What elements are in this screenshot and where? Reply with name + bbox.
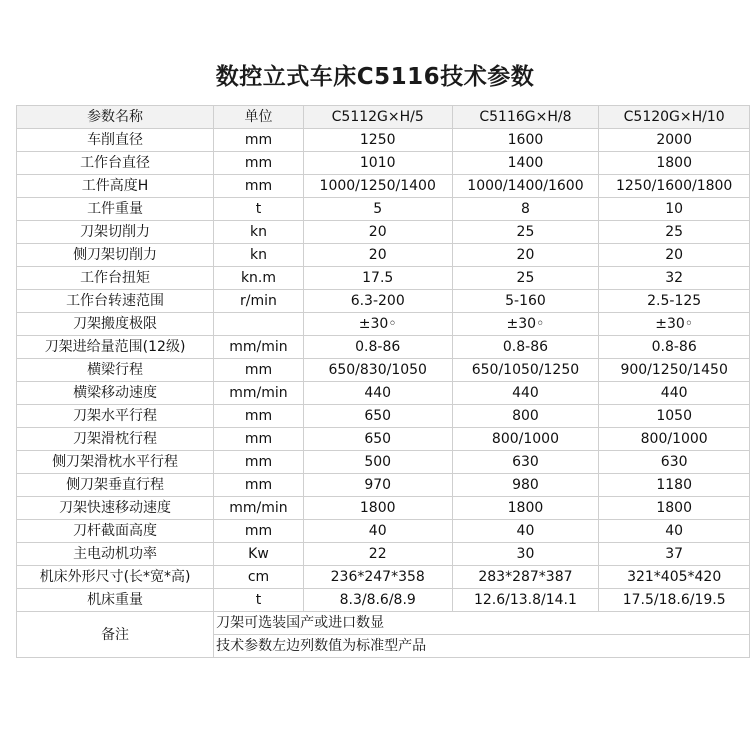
- value-cell: 900/1250/1450: [599, 359, 750, 382]
- value-cell: 40: [599, 520, 750, 543]
- value-cell: 20: [452, 244, 599, 267]
- value-cell: 25: [452, 267, 599, 290]
- value-cell: 2.5-125: [599, 290, 750, 313]
- value-cell: 5: [303, 198, 452, 221]
- value-cell: 650/1050/1250: [452, 359, 599, 382]
- column-header: 单位: [214, 106, 304, 129]
- value-cell: 283*287*387: [452, 566, 599, 589]
- unit-cell: mm: [214, 474, 304, 497]
- param-name-cell: 工件高度H: [17, 175, 214, 198]
- value-cell: 321*405*420: [599, 566, 750, 589]
- unit-cell: Kw: [214, 543, 304, 566]
- table-row: [17, 451, 750, 474]
- unit-cell: mm: [214, 428, 304, 451]
- value-cell: 236*247*358: [303, 566, 452, 589]
- value-cell: ±30◦: [452, 313, 599, 336]
- value-cell: 1180: [599, 474, 750, 497]
- value-cell: 20: [599, 244, 750, 267]
- table-row: [17, 405, 750, 428]
- param-name-cell: 工件重量: [17, 198, 214, 221]
- unit-cell: mm/min: [214, 336, 304, 359]
- value-cell: 800/1000: [599, 428, 750, 451]
- value-cell: 440: [599, 382, 750, 405]
- value-cell: 40: [452, 520, 599, 543]
- unit-cell: mm: [214, 405, 304, 428]
- value-cell: 1050: [599, 405, 750, 428]
- column-header: 参数名称: [17, 106, 214, 129]
- param-name-cell: 机床外形尺寸(长*宽*高): [17, 566, 214, 589]
- param-name-cell: 刀架滑枕行程: [17, 428, 214, 451]
- value-cell: 0.8-86: [303, 336, 452, 359]
- unit-cell: t: [214, 198, 304, 221]
- unit-cell: mm: [214, 359, 304, 382]
- table-row: [17, 198, 750, 221]
- value-cell: 1000/1250/1400: [303, 175, 452, 198]
- param-name-cell: 车削直径: [17, 129, 214, 152]
- table-row: [17, 359, 750, 382]
- unit-cell: mm: [214, 520, 304, 543]
- table-row: [17, 152, 750, 175]
- param-name-cell: 刀架水平行程: [17, 405, 214, 428]
- table-row: [17, 382, 750, 405]
- value-cell: 1000/1400/1600: [452, 175, 599, 198]
- unit-cell: r/min: [214, 290, 304, 313]
- value-cell: 1600: [452, 129, 599, 152]
- value-cell: 1800: [303, 497, 452, 520]
- unit-cell: kn: [214, 221, 304, 244]
- value-cell: 25: [452, 221, 599, 244]
- table-row: [17, 589, 750, 612]
- value-cell: 630: [452, 451, 599, 474]
- value-cell: 650: [303, 405, 452, 428]
- value-cell: 440: [452, 382, 599, 405]
- unit-cell: kn: [214, 244, 304, 267]
- unit-cell: mm: [214, 175, 304, 198]
- value-cell: 1010: [303, 152, 452, 175]
- table-row: [17, 497, 750, 520]
- param-name-cell: 刀杆截面高度: [17, 520, 214, 543]
- unit-cell: kn.m: [214, 267, 304, 290]
- table-row: [17, 336, 750, 359]
- unit-cell: cm: [214, 566, 304, 589]
- column-header: C5116G×H/8: [452, 106, 599, 129]
- value-cell: 37: [599, 543, 750, 566]
- table-row: [17, 543, 750, 566]
- value-cell: 1250: [303, 129, 452, 152]
- table-row: [17, 244, 750, 267]
- value-cell: 5-160: [452, 290, 599, 313]
- param-name-cell: 刀架进给量范围(12级): [17, 336, 214, 359]
- value-cell: 17.5: [303, 267, 452, 290]
- value-cell: 1400: [452, 152, 599, 175]
- value-cell: 20: [303, 221, 452, 244]
- value-cell: 1800: [599, 497, 750, 520]
- value-cell: 0.8-86: [599, 336, 750, 359]
- value-cell: ±30◦: [599, 313, 750, 336]
- table-header-row: [17, 106, 750, 129]
- value-cell: 440: [303, 382, 452, 405]
- value-cell: 30: [452, 543, 599, 566]
- param-name-cell: 工作台扭矩: [17, 267, 214, 290]
- value-cell: 630: [599, 451, 750, 474]
- value-cell: ±30◦: [303, 313, 452, 336]
- param-name-cell: 工作台直径: [17, 152, 214, 175]
- value-cell: 500: [303, 451, 452, 474]
- unit-cell: [214, 313, 304, 336]
- value-cell: 800/1000: [452, 428, 599, 451]
- param-name-cell: 侧刀架垂直行程: [17, 474, 214, 497]
- value-cell: 650: [303, 428, 452, 451]
- table-row: [17, 520, 750, 543]
- param-name-cell: 工作台转速范围: [17, 290, 214, 313]
- param-name-cell: 横梁移动速度: [17, 382, 214, 405]
- unit-cell: mm/min: [214, 382, 304, 405]
- value-cell: 1250/1600/1800: [599, 175, 750, 198]
- param-name-cell: 侧刀架滑枕水平行程: [17, 451, 214, 474]
- value-cell: 32: [599, 267, 750, 290]
- unit-cell: mm: [214, 152, 304, 175]
- value-cell: 20: [303, 244, 452, 267]
- table-row: [17, 290, 750, 313]
- param-name-cell: 刀架搬度极限: [17, 313, 214, 336]
- value-cell: 40: [303, 520, 452, 543]
- remarks-label: 备注: [17, 612, 214, 658]
- unit-cell: t: [214, 589, 304, 612]
- value-cell: 650/830/1050: [303, 359, 452, 382]
- value-cell: 970: [303, 474, 452, 497]
- param-name-cell: 主电动机功率: [17, 543, 214, 566]
- unit-cell: mm: [214, 129, 304, 152]
- unit-cell: mm/min: [214, 497, 304, 520]
- table-row: [17, 474, 750, 497]
- table-row: [17, 267, 750, 290]
- column-header: C5112G×H/5: [303, 106, 452, 129]
- remarks-text: 技术参数左边列数值为标准型产品: [214, 635, 750, 658]
- value-cell: 1800: [452, 497, 599, 520]
- unit-cell: mm: [214, 451, 304, 474]
- page-title: 数控立式车床C5116技术参数: [215, 64, 535, 90]
- table-row: [17, 221, 750, 244]
- table-row: [17, 428, 750, 451]
- value-cell: 1800: [599, 152, 750, 175]
- value-cell: 2000: [599, 129, 750, 152]
- value-cell: 0.8-86: [452, 336, 599, 359]
- value-cell: 17.5/18.6/19.5: [599, 589, 750, 612]
- value-cell: 980: [452, 474, 599, 497]
- spec-table: [16, 105, 750, 658]
- param-name-cell: 侧刀架切削力: [17, 244, 214, 267]
- table-row: [17, 566, 750, 589]
- value-cell: 6.3-200: [303, 290, 452, 313]
- table-row: [17, 175, 750, 198]
- param-name-cell: 机床重量: [17, 589, 214, 612]
- value-cell: 8.3/8.6/8.9: [303, 589, 452, 612]
- column-header: C5120G×H/10: [599, 106, 750, 129]
- table-row: [17, 313, 750, 336]
- table-row: [17, 129, 750, 152]
- value-cell: 25: [599, 221, 750, 244]
- value-cell: 22: [303, 543, 452, 566]
- value-cell: 12.6/13.8/14.1: [452, 589, 599, 612]
- remarks-text: 刀架可选装国产或进口数显: [214, 612, 750, 635]
- value-cell: 800: [452, 405, 599, 428]
- param-name-cell: 横梁行程: [17, 359, 214, 382]
- value-cell: 8: [452, 198, 599, 221]
- remarks-row: [17, 612, 750, 635]
- param-name-cell: 刀架切削力: [17, 221, 214, 244]
- value-cell: 10: [599, 198, 750, 221]
- param-name-cell: 刀架快速移动速度: [17, 497, 214, 520]
